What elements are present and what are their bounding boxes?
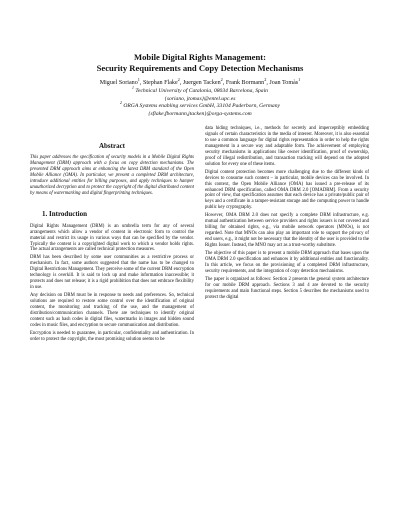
author-affiliation-mark: 2 [177,77,180,82]
affiliation-number: 1 [132,86,134,91]
author-name: Miguel Soriano [99,80,138,87]
abstract-text: This paper addresses the specification of security models in a Mobile Digital Rights Management (DRM) approach with a focus on copy detection mechanisms. The presented DRM approach aims at enhancing the latest DRM standard of the Open Mobile Alliance (OMA). In particular, we present a completed DRM architecture, introduce additional entities for billing purposes, and apply techniques to hamper unauthorized decryption and to protect the copyright of the digital distributed content by means of watermarking and digital fingerprinting techniques. [30,155,194,196]
author-affiliation-mark: 1 [137,77,140,82]
paragraph: Encryption is needed to guarantee, in particular, confidentiality and authentication. In order to protect the copyright, the most promising solution seems to be [30,330,194,342]
author-affiliation-mark: 2 [264,77,267,82]
affiliation-1-email: {soriano, jtomas}@entel.upc.es [164,95,236,102]
section-heading-introduction: 1. Introduction [42,209,87,218]
paragraph: Digital content protection becomes more challenging due to the different kinds of devices to consume such content – in particular, mobile devices can be involved. In this context, the Open Mobile Alliance (OMA) has issued a pre-release of its enhanced DRM specification, called OMA DRM 2.0 [OMADRM]. From a security point of view, that specification assumes that each device has a private/public pair of keys and a certificate in a tamper-resistant storage and the computing power to handle public key cryptography. [205,169,369,211]
author-name: Stephan Flake [142,80,178,87]
left-column [30,142,194,345]
paragraph: DRM has been described by some user communities as a restrictive process or mechanism. In fact, some authors suggested that the name has to be changed to Digital Restrictions Management. They perceive some of the current DRM encryption technology is overkill. It is said to lock up and make information inaccessible; it protects and does not release; it is a rigid prohibition that does not embrace flexibility in use. [30,255,194,291]
paragraph: data hiding techniques, i.e., methods for secretly and imperceptibly embedding signals of certain characteristics in the media of interest. Moreover, it is also essential to use a common language for digital rights representation in order to help the rights management in a secure way and adaptable form. The achievement of employing security mechanisms in applications like owner identification, proof of ownership, proof of illegal redistribution, and transaction tracking will depend on the adopted solution for every one of these items. [205,126,369,167]
author-affiliation-mark: 2 [220,77,223,82]
author-name: Juergen Tacken [182,80,221,87]
affiliation-text: ORGA Systems enabling services GmbH, 33104 Paderborn, Germany [123,103,280,109]
abstract-heading: Abstract [98,142,126,150]
author-name: Joan Tomàs [269,80,299,87]
affiliation-2 [0,103,400,110]
paper-title-line-2: Security Requirements and Copy Detection Mechanisms [96,63,304,73]
affiliation-1 [0,88,400,95]
paragraph: Any decision on DRM must be in response to needs and preferences. So, technical solutions are required to restore some control over the identification of original content, the monitoring and tracking of the use, and the management of distribution/communication channels. There are techniques to identify original content such as hash codes in digital files, watermarks in images and hidden sound codes in music files, and encryption to secure communication and distribution. [30,293,194,328]
affiliation-2-email: {sflake,fbormann,jtacken}@orga-systems.com [148,110,252,117]
paper-title-line-1: Mobile Digital Rights Management: [134,52,266,62]
paragraph: However, OMA DRM 2.0 does not specify a complete DRM infrastructure, e.g. mutual authentication between service providers and rights issuers is not covered and billing for obtained rights, e.g., via mobile network operators (MNOs), is not regarded. Note that MNOs can also play an important role to support the privacy of end users, e.g., it might not be necessary that the identity of the user is provided to the Rights Issuer. Instead, the MNO may act as a trust-worthy substitute. [205,213,369,249]
affiliation-number: 2 [119,101,122,106]
paragraph: The paper is organized as follows: Section 2 presents the general system architecture for our mobile DRM approach. Sections 3 and 4 are devoted to the security requirements and main functional steps. Section 5 describes the mechanisms used to protect the digital [205,276,369,300]
paragraph: The objective of this paper is to present a mobile DRM approach that bases upon the OMA DRM 2.0 specification and enhances it by additional entities and functionality. In this article, we focus on the provisioning of a completed DRM infrastructure, security requirements, and the integration of copy detection mechanisms. [205,251,369,274]
author-name: Frank Bormann [225,80,265,87]
right-column [205,126,369,303]
affiliation-text: Technical University of Catalonia, 08034 Barcelona, Spain [135,88,268,94]
paragraph: Digital Rights Management (DRM) is an umbrella term for any of several arrangements which allow a vendor of content in electronic form to control the material and restrict its usage in various ways that can be specified by the vendor. Typically the content is a copyrighted digital work to which a vendor holds rights. The actual arrangements are called technical protection measures. [30,223,194,253]
author-affiliation-mark: 1 [298,77,301,82]
author-list: Miguel Soriano$^1$, Stephan Flake$^2$, Juergen Tacken$^2$, Frank Bormann$^2$, Joan Tomàs$^1$ [99,77,301,87]
